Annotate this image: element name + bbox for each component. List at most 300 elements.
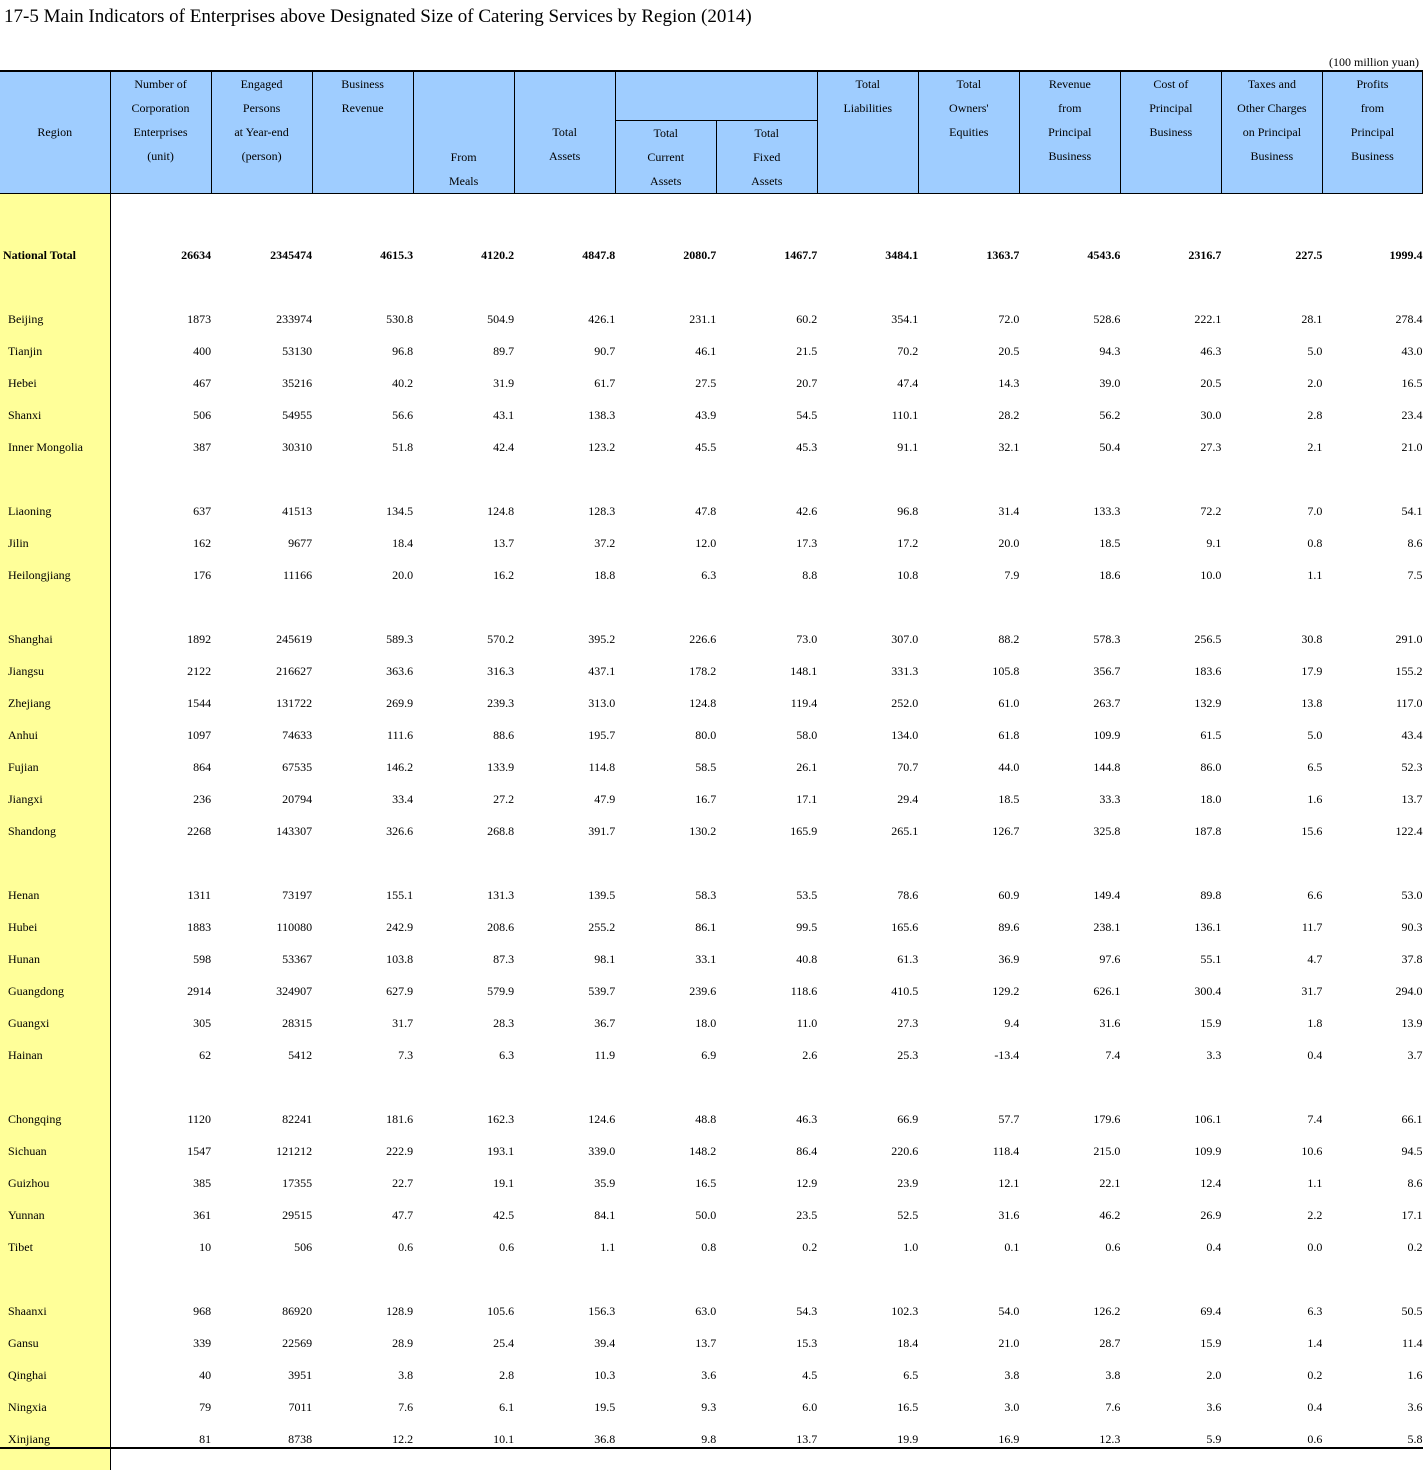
region-cell: Yunnan bbox=[0, 1200, 110, 1232]
value-cell: 90.7 bbox=[594, 344, 616, 358]
value-cell: 13.7 bbox=[493, 536, 515, 550]
header-line: (unit) bbox=[147, 149, 174, 163]
header-blank-3 bbox=[615, 72, 817, 120]
value-cell: 16.5 bbox=[897, 1400, 919, 1414]
value-cell bbox=[918, 464, 1019, 496]
table-row bbox=[0, 720, 1423, 752]
header-fixed-assets bbox=[716, 120, 817, 193]
value-cell: 61.5 bbox=[1200, 728, 1222, 742]
value-cell: 256.5 bbox=[1194, 632, 1222, 646]
value-cell bbox=[413, 1072, 514, 1104]
value-cell bbox=[211, 1264, 312, 1296]
value-cell: 227.5 bbox=[1295, 248, 1323, 262]
region-cell: Hainan bbox=[0, 1040, 110, 1072]
value-cell: 504.9 bbox=[487, 312, 515, 326]
table-row bbox=[0, 1168, 1423, 1200]
value-cell: 236 bbox=[193, 792, 212, 806]
value-cell bbox=[1019, 464, 1120, 496]
table-row bbox=[0, 528, 1423, 560]
value-cell: 144.8 bbox=[1093, 760, 1121, 774]
value-cell: 0.4 bbox=[1206, 1240, 1222, 1254]
value-cell: 2.6 bbox=[802, 1048, 818, 1062]
value-cell: 278.4 bbox=[1395, 312, 1423, 326]
value-cell bbox=[1120, 1072, 1221, 1104]
value-cell: 102.3 bbox=[891, 1304, 919, 1318]
value-cell bbox=[615, 1264, 716, 1296]
value-cell: 2.1 bbox=[1307, 440, 1323, 454]
region-cell: Anhui bbox=[0, 720, 110, 752]
header-line: Profits bbox=[1356, 77, 1389, 91]
value-cell: 3.8 bbox=[1105, 1368, 1121, 1382]
value-cell: 18.4 bbox=[392, 536, 414, 550]
value-cell: 12.9 bbox=[796, 1176, 818, 1190]
value-cell: 9.4 bbox=[1004, 1016, 1020, 1030]
value-cell: 7.5 bbox=[1407, 568, 1423, 582]
value-cell: 45.3 bbox=[796, 440, 818, 454]
value-cell: 11166 bbox=[282, 568, 313, 582]
value-cell: 3.6 bbox=[1407, 1400, 1423, 1414]
bottom-rule bbox=[0, 1447, 1423, 1449]
value-cell bbox=[1120, 592, 1221, 624]
value-cell bbox=[716, 1456, 817, 1470]
header-line: Assets bbox=[751, 173, 783, 188]
value-cell: 148.1 bbox=[790, 664, 818, 678]
value-cell: 89.8 bbox=[1200, 888, 1222, 902]
value-cell bbox=[110, 1456, 211, 1470]
region-cell: Inner Mongolia bbox=[0, 432, 110, 464]
value-cell: 400 bbox=[193, 344, 212, 358]
value-cell: 42.4 bbox=[493, 440, 515, 454]
value-cell: 73.0 bbox=[796, 632, 818, 646]
region-cell: Zhejiang bbox=[0, 688, 110, 720]
value-cell: 134.5 bbox=[386, 504, 414, 518]
region-cell: Heilongjiang bbox=[0, 560, 110, 592]
value-cell: 165.6 bbox=[891, 920, 919, 934]
value-cell: 131722 bbox=[276, 696, 313, 710]
value-cell bbox=[615, 1456, 716, 1470]
value-cell bbox=[918, 848, 1019, 880]
value-cell: 9.1 bbox=[1206, 536, 1222, 550]
value-cell bbox=[1120, 1264, 1221, 1296]
value-cell bbox=[514, 272, 615, 304]
value-cell: 5412 bbox=[288, 1048, 313, 1062]
value-cell bbox=[817, 193, 918, 208]
value-cell: 6.3 bbox=[1307, 1304, 1323, 1318]
value-cell: 148.2 bbox=[689, 1144, 717, 1158]
value-cell: 3951 bbox=[288, 1368, 313, 1382]
region-cell: Henan bbox=[0, 880, 110, 912]
value-cell: 4543.6 bbox=[1087, 248, 1121, 262]
value-cell: 215.0 bbox=[1093, 1144, 1121, 1158]
header-line: Enterprises bbox=[133, 125, 188, 139]
value-cell: 10.0 bbox=[1200, 568, 1222, 582]
table-row bbox=[0, 400, 1423, 432]
value-cell: 58.0 bbox=[796, 728, 818, 742]
value-cell: 6.9 bbox=[701, 1048, 717, 1062]
indicators-table bbox=[0, 72, 1423, 1470]
value-cell bbox=[615, 272, 716, 304]
value-cell: 30310 bbox=[282, 440, 313, 454]
value-cell bbox=[716, 1264, 817, 1296]
value-cell bbox=[110, 272, 211, 304]
header-persons bbox=[211, 72, 312, 193]
value-cell: 99.5 bbox=[796, 920, 818, 934]
value-cell: 91.1 bbox=[897, 440, 919, 454]
value-cell bbox=[110, 208, 211, 240]
value-cell: 0.6 bbox=[1307, 1432, 1323, 1446]
value-cell: 12.0 bbox=[695, 536, 717, 550]
value-cell: 42.5 bbox=[493, 1208, 515, 1222]
header-line: Business bbox=[1351, 149, 1394, 163]
value-cell: 156.3 bbox=[588, 1304, 616, 1318]
value-cell: 31.6 bbox=[998, 1208, 1020, 1222]
value-cell bbox=[1322, 848, 1422, 880]
value-cell bbox=[1322, 272, 1422, 304]
value-cell: 61.0 bbox=[998, 696, 1020, 710]
value-cell: 12.2 bbox=[392, 1432, 414, 1446]
value-cell: 18.5 bbox=[1099, 536, 1121, 550]
spacer-row bbox=[0, 1456, 1423, 1470]
region-cell: Liaoning bbox=[0, 496, 110, 528]
region-cell: Jilin bbox=[0, 528, 110, 560]
value-cell: 0.6 bbox=[398, 1240, 414, 1254]
value-cell: 216627 bbox=[276, 664, 313, 678]
value-cell: -13.4 bbox=[994, 1048, 1020, 1062]
region-cell: Tianjin bbox=[0, 336, 110, 368]
value-cell: 17.1 bbox=[796, 792, 818, 806]
value-cell: 28.3 bbox=[493, 1016, 515, 1030]
value-cell: 10.1 bbox=[493, 1432, 515, 1446]
table-header bbox=[0, 72, 1423, 193]
value-cell: 53367 bbox=[282, 952, 313, 966]
value-cell: 72.2 bbox=[1200, 504, 1222, 518]
value-cell: 1.1 bbox=[1307, 1176, 1323, 1190]
value-cell: 1.6 bbox=[1307, 792, 1323, 806]
value-cell: 255.2 bbox=[588, 920, 616, 934]
value-cell bbox=[413, 1264, 514, 1296]
value-cell: 51.8 bbox=[392, 440, 414, 454]
value-cell bbox=[1019, 1456, 1120, 1470]
value-cell: 183.6 bbox=[1194, 664, 1222, 678]
value-cell: 52.3 bbox=[1401, 760, 1423, 774]
value-cell bbox=[615, 848, 716, 880]
region-cell: Shandong bbox=[0, 816, 110, 848]
header-line: on Principal bbox=[1242, 125, 1302, 139]
value-cell: 31.4 bbox=[998, 504, 1020, 518]
value-cell: 6.3 bbox=[499, 1048, 515, 1062]
value-cell: 36.7 bbox=[594, 1016, 616, 1030]
header-line: (person) bbox=[241, 149, 282, 163]
value-cell: 50.4 bbox=[1099, 440, 1121, 454]
value-cell: 54.1 bbox=[1401, 504, 1423, 518]
value-cell: 356.7 bbox=[1093, 664, 1121, 678]
value-cell: 50.5 bbox=[1401, 1304, 1423, 1318]
value-cell: 26634 bbox=[181, 248, 212, 262]
value-cell: 36.9 bbox=[998, 952, 1020, 966]
value-cell bbox=[1120, 208, 1221, 240]
value-cell bbox=[312, 1264, 413, 1296]
value-cell: 67535 bbox=[282, 760, 313, 774]
value-cell: 96.8 bbox=[392, 344, 414, 358]
value-cell: 331.3 bbox=[891, 664, 919, 678]
value-cell: 88.6 bbox=[493, 728, 515, 742]
value-cell bbox=[413, 208, 514, 240]
header-line: Revenue bbox=[341, 101, 384, 115]
value-cell bbox=[1019, 848, 1120, 880]
value-cell: 55.1 bbox=[1200, 952, 1222, 966]
value-cell bbox=[514, 1072, 615, 1104]
table-row bbox=[0, 688, 1423, 720]
value-cell: 3.8 bbox=[1004, 1368, 1020, 1382]
value-cell bbox=[312, 1072, 413, 1104]
value-cell bbox=[615, 592, 716, 624]
value-cell: 410.5 bbox=[891, 984, 919, 998]
value-cell: 16.5 bbox=[695, 1176, 717, 1190]
value-cell bbox=[1322, 1072, 1422, 1104]
value-cell: 87.3 bbox=[493, 952, 515, 966]
value-cell: 313.0 bbox=[588, 696, 616, 710]
value-cell bbox=[312, 193, 413, 208]
value-cell: 54955 bbox=[282, 408, 313, 422]
value-cell: 506 bbox=[193, 408, 212, 422]
value-cell bbox=[1221, 1456, 1322, 1470]
value-cell: 15.3 bbox=[796, 1336, 818, 1350]
value-cell: 36.8 bbox=[594, 1432, 616, 1446]
value-cell: 326.6 bbox=[386, 824, 414, 838]
value-cell: 316.3 bbox=[487, 664, 515, 678]
region-cell: Qinghai bbox=[0, 1360, 110, 1392]
value-cell: 131.3 bbox=[487, 888, 515, 902]
value-cell: 4847.8 bbox=[582, 248, 616, 262]
value-cell bbox=[1322, 208, 1422, 240]
value-cell: 2316.7 bbox=[1188, 248, 1222, 262]
region-cell: Hunan bbox=[0, 944, 110, 976]
value-cell: 10.3 bbox=[594, 1368, 616, 1382]
national-total-row bbox=[0, 240, 1423, 272]
value-cell bbox=[1120, 1456, 1221, 1470]
value-cell: 39.4 bbox=[594, 1336, 616, 1350]
value-cell: 26.9 bbox=[1200, 1208, 1222, 1222]
value-cell: 361 bbox=[193, 1208, 212, 1222]
table-row bbox=[0, 560, 1423, 592]
value-cell: 11.9 bbox=[594, 1048, 616, 1062]
value-cell: 46.1 bbox=[695, 344, 717, 358]
value-cell: 149.4 bbox=[1093, 888, 1121, 902]
value-cell: 6.0 bbox=[802, 1400, 818, 1414]
value-cell: 530.8 bbox=[386, 312, 414, 326]
value-cell: 10.6 bbox=[1301, 1144, 1323, 1158]
value-cell: 124.8 bbox=[487, 504, 515, 518]
value-cell: 26.1 bbox=[796, 760, 818, 774]
value-cell: 114.8 bbox=[588, 760, 616, 774]
value-cell: 47.8 bbox=[695, 504, 717, 518]
header-line: Engaged bbox=[240, 77, 283, 91]
value-cell bbox=[918, 1456, 1019, 1470]
header-current-assets bbox=[615, 120, 716, 193]
value-cell: 3.8 bbox=[398, 1368, 414, 1382]
value-cell: 25.3 bbox=[897, 1048, 919, 1062]
value-cell: 2.0 bbox=[1307, 376, 1323, 390]
value-cell bbox=[211, 1456, 312, 1470]
value-cell bbox=[716, 592, 817, 624]
value-cell: 22.7 bbox=[392, 1176, 414, 1190]
value-cell bbox=[1221, 272, 1322, 304]
value-cell: 179.6 bbox=[1093, 1112, 1121, 1126]
value-cell: 146.2 bbox=[386, 760, 414, 774]
header-line: From bbox=[450, 149, 477, 164]
header-business-revenue-cont bbox=[312, 120, 413, 193]
table-row bbox=[0, 496, 1423, 528]
value-cell: 0.1 bbox=[1004, 1240, 1020, 1254]
value-cell: 45.5 bbox=[695, 440, 717, 454]
value-cell: 86.1 bbox=[695, 920, 717, 934]
value-cell bbox=[514, 592, 615, 624]
value-cell: 54.3 bbox=[796, 1304, 818, 1318]
value-cell: 11.4 bbox=[1401, 1336, 1423, 1350]
value-cell: 27.3 bbox=[897, 1016, 919, 1030]
value-cell bbox=[817, 1072, 918, 1104]
value-cell: 265.1 bbox=[891, 824, 919, 838]
value-cell: 17.2 bbox=[897, 536, 919, 550]
header-line: Business bbox=[1149, 125, 1193, 139]
value-cell: 23.9 bbox=[897, 1176, 919, 1190]
value-cell bbox=[413, 848, 514, 880]
value-cell: 968 bbox=[193, 1304, 212, 1318]
value-cell: 2.0 bbox=[1206, 1368, 1222, 1382]
region-cell: Guangdong bbox=[0, 976, 110, 1008]
header-line: Business bbox=[341, 77, 384, 91]
value-cell: 2.8 bbox=[1307, 408, 1323, 422]
header-line: Meals bbox=[448, 173, 479, 188]
header-line: Equities bbox=[949, 125, 989, 139]
value-cell bbox=[918, 272, 1019, 304]
value-cell: 1467.7 bbox=[784, 248, 818, 262]
value-cell: 176 bbox=[193, 568, 212, 582]
value-cell bbox=[514, 193, 615, 208]
value-cell: 122.4 bbox=[1395, 824, 1423, 838]
header-line: Business bbox=[1250, 149, 1294, 163]
region-cell bbox=[0, 1456, 110, 1470]
value-cell: 1363.7 bbox=[986, 248, 1020, 262]
value-cell: 28.7 bbox=[1099, 1336, 1121, 1350]
region-cell: Shanxi bbox=[0, 400, 110, 432]
value-cell: 0.4 bbox=[1307, 1048, 1323, 1062]
value-cell: 117.0 bbox=[1395, 696, 1423, 710]
value-cell: 15.9 bbox=[1200, 1336, 1222, 1350]
value-cell bbox=[615, 464, 716, 496]
value-cell: 33.3 bbox=[1099, 792, 1121, 806]
value-cell: 13.7 bbox=[695, 1336, 717, 1350]
table-row bbox=[0, 944, 1423, 976]
value-cell: 21.0 bbox=[1401, 440, 1423, 454]
value-cell: 134.0 bbox=[891, 728, 919, 742]
value-cell: 18.5 bbox=[998, 792, 1020, 806]
value-cell: 28315 bbox=[282, 1016, 313, 1030]
header-line: Total bbox=[552, 125, 577, 139]
value-cell bbox=[514, 1264, 615, 1296]
value-cell: 8.6 bbox=[1407, 536, 1423, 550]
header-equities bbox=[918, 72, 1019, 193]
table-row bbox=[0, 304, 1423, 336]
value-cell: 23.4 bbox=[1401, 408, 1423, 422]
value-cell: 9.8 bbox=[701, 1432, 717, 1446]
header-line: Current bbox=[647, 149, 685, 164]
value-cell: 21.0 bbox=[998, 1336, 1020, 1350]
value-cell: 37.2 bbox=[594, 536, 616, 550]
value-cell: 1.1 bbox=[600, 1240, 616, 1254]
value-cell bbox=[817, 592, 918, 624]
value-cell: 61.3 bbox=[897, 952, 919, 966]
value-cell: 44.0 bbox=[998, 760, 1020, 774]
value-cell bbox=[615, 1072, 716, 1104]
value-cell: 27.5 bbox=[695, 376, 717, 390]
value-cell: 193.1 bbox=[487, 1144, 515, 1158]
value-cell: 7.0 bbox=[1307, 504, 1323, 518]
header-blank-2 bbox=[514, 72, 615, 120]
value-cell: 124.8 bbox=[689, 696, 717, 710]
value-cell: 6.1 bbox=[499, 1400, 515, 1414]
value-cell: 20.5 bbox=[998, 344, 1020, 358]
value-cell: 46.3 bbox=[1200, 344, 1222, 358]
value-cell: 570.2 bbox=[487, 632, 515, 646]
value-cell: 0.6 bbox=[499, 1240, 515, 1254]
value-cell bbox=[312, 1456, 413, 1470]
value-cell: 252.0 bbox=[891, 696, 919, 710]
value-cell: 110.1 bbox=[891, 408, 919, 422]
value-cell bbox=[918, 592, 1019, 624]
value-cell: 23.5 bbox=[796, 1208, 818, 1222]
table-row bbox=[0, 816, 1423, 848]
header-line: Cost of bbox=[1153, 77, 1189, 91]
value-cell bbox=[211, 592, 312, 624]
value-cell: 8.8 bbox=[802, 568, 818, 582]
value-cell: 1873 bbox=[187, 312, 212, 326]
value-cell bbox=[110, 848, 211, 880]
value-cell: 17.9 bbox=[1301, 664, 1323, 678]
region-cell bbox=[0, 272, 110, 304]
table-row bbox=[0, 1424, 1423, 1456]
value-cell: 2914 bbox=[187, 984, 212, 998]
region-cell: National Total bbox=[0, 240, 110, 272]
value-cell bbox=[1221, 464, 1322, 496]
value-cell: 18.6 bbox=[1099, 568, 1121, 582]
value-cell bbox=[1221, 848, 1322, 880]
value-cell bbox=[1322, 592, 1422, 624]
region-cell: Shanghai bbox=[0, 624, 110, 656]
value-cell: 20.7 bbox=[796, 376, 818, 390]
value-cell: 42.6 bbox=[796, 504, 818, 518]
region-cell: Tibet bbox=[0, 1232, 110, 1264]
value-cell: 268.8 bbox=[487, 824, 515, 838]
value-cell: 97.6 bbox=[1099, 952, 1121, 966]
region-cell: Beijing bbox=[0, 304, 110, 336]
region-cell: Chongqing bbox=[0, 1104, 110, 1136]
region-cell: Hebei bbox=[0, 368, 110, 400]
value-cell bbox=[615, 193, 716, 208]
header-line: Assets bbox=[549, 149, 581, 163]
value-cell: 578.3 bbox=[1093, 632, 1121, 646]
value-cell: 7.4 bbox=[1105, 1048, 1121, 1062]
header-line: Principal bbox=[1149, 101, 1193, 115]
region-cell: Hubei bbox=[0, 912, 110, 944]
value-cell: 89.6 bbox=[998, 920, 1020, 934]
value-cell: 105.8 bbox=[992, 664, 1020, 678]
value-cell: 195.7 bbox=[588, 728, 616, 742]
value-cell: 294.0 bbox=[1395, 984, 1423, 998]
value-cell: 47.4 bbox=[897, 376, 919, 390]
value-cell: 15.9 bbox=[1200, 1016, 1222, 1030]
header-line: Total bbox=[754, 125, 779, 140]
